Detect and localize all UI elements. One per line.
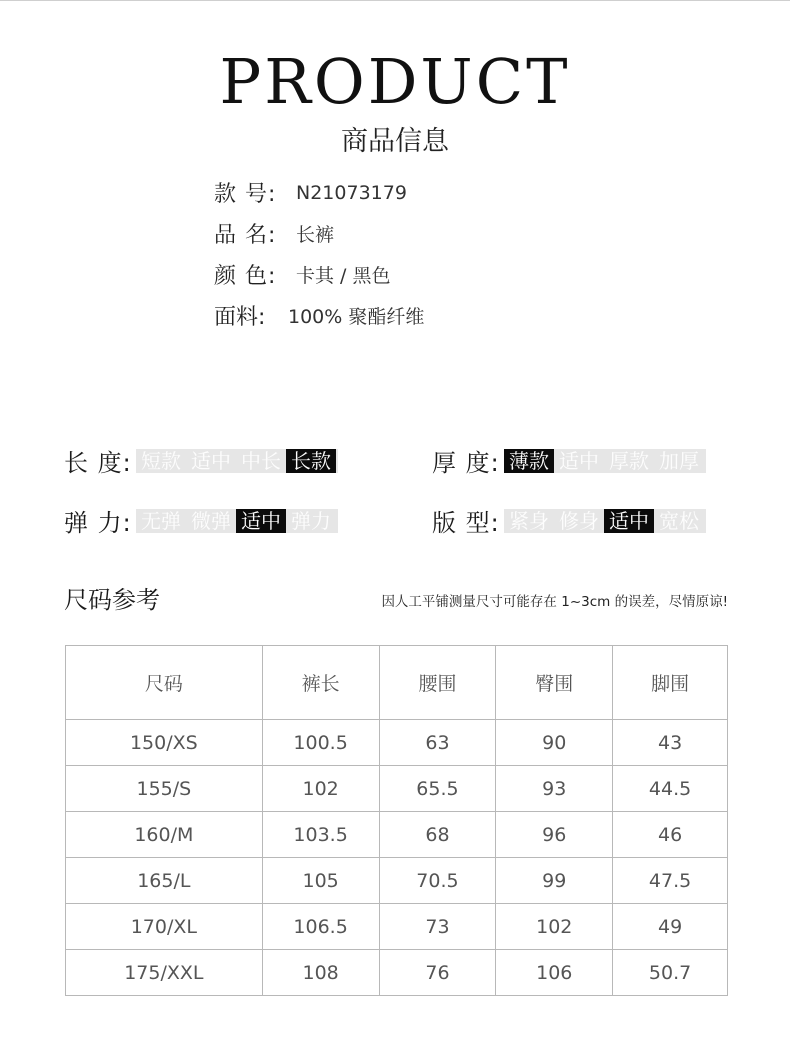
table-cell: 160/M [66,812,263,858]
table-cell: 96 [496,812,613,858]
table-cell: 47.5 [613,858,728,904]
scale-option-selected: 长款 [286,449,336,473]
attribute-label: 长 度: [64,449,132,477]
info-label: 品 名: [214,223,277,248]
scale-option: 加厚 [659,448,699,473]
info-value: 卡其 / 黑色 [296,265,391,287]
info-row-style-number [214,172,424,213]
column-header: 臀围 [496,646,613,720]
table-cell: 170/XL [66,904,263,950]
info-label: 颜 色: [214,264,277,289]
table-row [66,858,728,904]
info-row-product-name [214,213,424,254]
attribute-thickness [432,443,706,478]
scale-option: 适中 [559,448,599,473]
attribute-elasticity [64,503,338,538]
table-cell: 155/S [66,766,263,812]
table-cell: 93 [496,766,613,812]
table-cell: 150/XS [66,720,263,766]
column-header: 腰围 [379,646,496,720]
table-cell: 43 [613,720,728,766]
table-cell: 63 [379,720,496,766]
attribute-scale [504,449,706,473]
table-cell: 44.5 [613,766,728,812]
table-cell: 49 [613,904,728,950]
table-cell: 68 [379,812,496,858]
table-row [66,950,728,996]
product-info [214,172,424,336]
table-header-row [66,646,728,720]
attribute-label: 版 型: [432,509,500,537]
scale-option: 无弹 [141,508,181,533]
table-cell: 90 [496,720,613,766]
table-cell: 105 [262,858,379,904]
table-cell: 70.5 [379,858,496,904]
scale-option: 弹力 [291,508,331,533]
attribute-fit [432,503,706,538]
table-row [66,812,728,858]
table-cell: 73 [379,904,496,950]
table-cell: 102 [262,766,379,812]
measurement-note: 因人工平铺测量尺寸可能存在 1~3cm 的误差，尽情原谅! [381,594,728,610]
table-cell: 46 [613,812,728,858]
scale-option: 厚款 [609,448,649,473]
scale-option-selected: 适中 [604,509,654,533]
page-title: PRODUCT [219,45,571,118]
info-label: 款 号: [214,182,277,207]
size-section-title: 尺码参考 [64,586,160,614]
info-row-material [214,295,424,336]
attribute-scale [136,509,338,533]
table-cell: 165/L [66,858,263,904]
attribute-label: 厚 度: [432,449,500,477]
size-table [65,645,728,996]
table-cell: 175/XXL [66,950,263,996]
column-header: 裤长 [262,646,379,720]
table-cell: 100.5 [262,720,379,766]
scale-option: 紧身 [509,508,549,533]
table-cell: 50.7 [613,950,728,996]
scale-option: 修身 [559,508,599,533]
info-value: N21073179 [296,181,407,204]
attribute-length [64,443,338,478]
attribute-scale [504,509,706,533]
table-cell: 99 [496,858,613,904]
table-row [66,720,728,766]
table-cell: 76 [379,950,496,996]
table-row [66,904,728,950]
table-cell: 103.5 [262,812,379,858]
attribute-scale [136,449,338,473]
column-header: 尺码 [66,646,263,720]
scale-option: 短款 [141,448,181,473]
table-cell: 106.5 [262,904,379,950]
attribute-label: 弹 力: [64,509,132,537]
scale-option: 微弹 [191,508,231,533]
scale-option: 适中 [191,448,231,473]
scale-option-selected: 适中 [236,509,286,533]
info-row-color [214,254,424,295]
table-cell: 65.5 [379,766,496,812]
table-cell: 102 [496,904,613,950]
info-value: 长裤 [296,224,335,246]
table-cell: 108 [262,950,379,996]
scale-option: 中长 [241,448,281,473]
table-row [66,766,728,812]
page-subtitle: 商品信息 [341,126,449,157]
column-header: 脚围 [613,646,728,720]
info-value: 100% 聚酯纤维 [288,306,425,328]
top-divider [0,0,790,1]
table-cell: 106 [496,950,613,996]
scale-option: 宽松 [659,508,699,533]
info-label: 面料: [214,305,266,330]
scale-option-selected: 薄款 [504,449,554,473]
